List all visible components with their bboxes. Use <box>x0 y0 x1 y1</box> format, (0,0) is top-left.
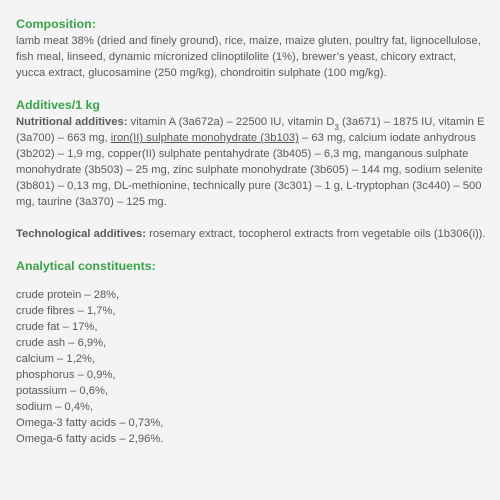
composition-text: lamb meat 38% (dried and finely ground), rice, maize, maize gluten, poultry fat, lignocellulose, fish meal, linseed, dynamic micronized clinoptilolite (1%), brewer’s yeast, chicory extract, yucca extract, glucosamine (250 mg/kg), chondroitin sulphate (100 mg/kg). <box>16 35 481 79</box>
analytical-item: Omega-6 fatty acids – 2,96%. <box>16 433 164 445</box>
analytical-list <box>16 287 488 447</box>
technological-additives-label: Technological additives: <box>16 228 146 240</box>
analytical-title: Analytical constituents: <box>16 259 156 273</box>
analytical-item: crude fibres – 1,7%, <box>16 305 116 317</box>
composition-section <box>16 16 488 81</box>
nutritional-additives-text-2: (3a671) – 1875 IU, vitamin E (3a700) – 663 mg, <box>16 116 485 144</box>
analytical-item: Omega-3 fatty acids – 0,73%, <box>16 417 164 429</box>
nutritional-additives-label: Nutritional additives: <box>16 116 128 128</box>
composition-title: Composition: <box>16 17 96 31</box>
nutritional-additives-paragraph <box>16 114 488 210</box>
analytical-section <box>16 258 488 447</box>
additives-section <box>16 97 488 242</box>
additives-title: Additives/1 kg <box>16 98 101 112</box>
analytical-item: potassium – 0,6%, <box>16 385 109 397</box>
analytical-item: crude ash – 6,9%, <box>16 337 107 349</box>
technological-additives-paragraph <box>16 226 488 242</box>
technological-additives-text: rosemary extract, tocopherol extracts from vegetable oils (1b306(i)). <box>145 228 486 240</box>
analytical-item: crude fat – 17%, <box>16 321 98 333</box>
analytical-item: calcium – 1,2%, <box>16 353 95 365</box>
vitamin-d-subscript: 3 <box>334 123 339 133</box>
analytical-item: sodium – 0,4%, <box>16 401 94 413</box>
analytical-item: phosphorus – 0,9%, <box>16 369 116 381</box>
nutritional-additives-text-1: vitamin A (3a672a) – 22500 IU, vitamin D <box>127 116 335 128</box>
analytical-item: crude protein – 28%, <box>16 289 120 301</box>
nutritional-additives-text-3: – 63 mg, calcium iodate anhydrous (3b202) – 1,9 mg, copper(II) sulphate pentahydrate (3b405) – 6,3 mg, manganous sulphate monohydrate (3b503) – 25 mg, zinc sulphate monohydrate (3b605) – 144 mg, sodium selenite (3b801) – 0,13 mg, DL-methionine, technically pure (3c301) – 1 g, L-tryptophan (3c440) – 500 mg, taurine (3a370) – 125 mg. <box>16 132 483 208</box>
iron-sulphate-link[interactable]: iron(II) sulphate monohydrate (3b103) <box>110 132 299 144</box>
